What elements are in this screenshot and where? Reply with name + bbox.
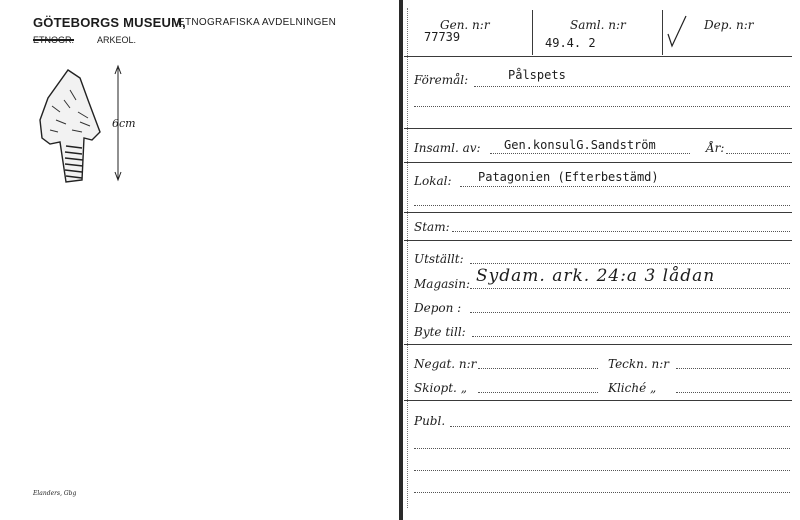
rule-line [404, 128, 792, 129]
department-arkeol: ARKEOL. [97, 35, 137, 45]
rule-line [404, 162, 792, 163]
dotted-line [450, 426, 790, 427]
checkmark-icon [664, 12, 692, 52]
insaml-value: Gen.konsulG.Sandström [504, 138, 656, 152]
stam-label: Stam: [414, 220, 450, 234]
dotted-line [414, 492, 790, 493]
struck-department: ETNOGR. [33, 35, 75, 45]
publ-label: Publ. [414, 414, 446, 428]
column-separator [532, 10, 533, 55]
magasin-label: Magasin: [414, 277, 471, 291]
magasin-handwritten-value: Sydam. ark. 24:a 3 lådan [476, 266, 716, 286]
gen-nr-value: 77739 [424, 30, 461, 44]
teckn-label: Teckn. n:r [608, 357, 670, 371]
dotted-line [452, 231, 790, 232]
dep-nr-label: Dep. n:r [704, 18, 754, 32]
foremal-value: Pålspets [508, 68, 566, 82]
size-note: 6cm [112, 117, 136, 130]
rule-line [404, 400, 792, 401]
utstallt-label: Utställt: [414, 252, 464, 266]
dotted-line [478, 368, 598, 369]
column-separator [662, 10, 663, 55]
dotted-line [470, 288, 790, 289]
dotted-line [414, 448, 790, 449]
gen-nr-label: Gen. n:r [440, 18, 490, 32]
rule-line [404, 240, 792, 241]
rule-line [404, 212, 792, 213]
museum-title: GÖTEBORGS MUSEUM, [33, 15, 186, 30]
rule-line [404, 56, 792, 57]
lokal-value: Patagonien (Efterbestämd) [478, 170, 659, 184]
rule-line [404, 344, 792, 345]
dotted-line [472, 336, 790, 337]
dotted-line [470, 263, 790, 264]
dotted-line [726, 153, 790, 154]
lokal-label: Lokal: [414, 174, 452, 188]
card-perforation [407, 8, 409, 508]
skiopt-label: Skiopt. „ [414, 381, 467, 395]
depon-label: Depon : [414, 301, 462, 315]
ar-label: År: [706, 141, 725, 155]
dotted-line [676, 392, 790, 393]
byte-label: Byte till: [414, 325, 466, 339]
insaml-label: Insaml. av: [414, 141, 481, 155]
dotted-line [478, 392, 598, 393]
foremal-label: Föremål: [414, 73, 469, 87]
negat-label: Negat. n:r [414, 357, 477, 371]
card-border [399, 0, 403, 520]
dotted-line [414, 205, 790, 206]
printer-imprint: Elanders, Gbg [33, 490, 77, 497]
dotted-line [414, 106, 790, 107]
dotted-line [470, 312, 790, 313]
museum-department: ETNOGRAFISKA AVDELNINGEN [178, 17, 337, 28]
dotted-line [474, 86, 790, 87]
saml-nr-label: Saml. n:r [570, 18, 626, 32]
kliche-label: Kliché „ [608, 381, 657, 395]
dotted-line [676, 368, 790, 369]
dotted-line [414, 470, 790, 471]
dotted-line [490, 153, 690, 154]
saml-nr-value: 49.4. 2 [545, 36, 596, 50]
dotted-line [460, 186, 790, 187]
